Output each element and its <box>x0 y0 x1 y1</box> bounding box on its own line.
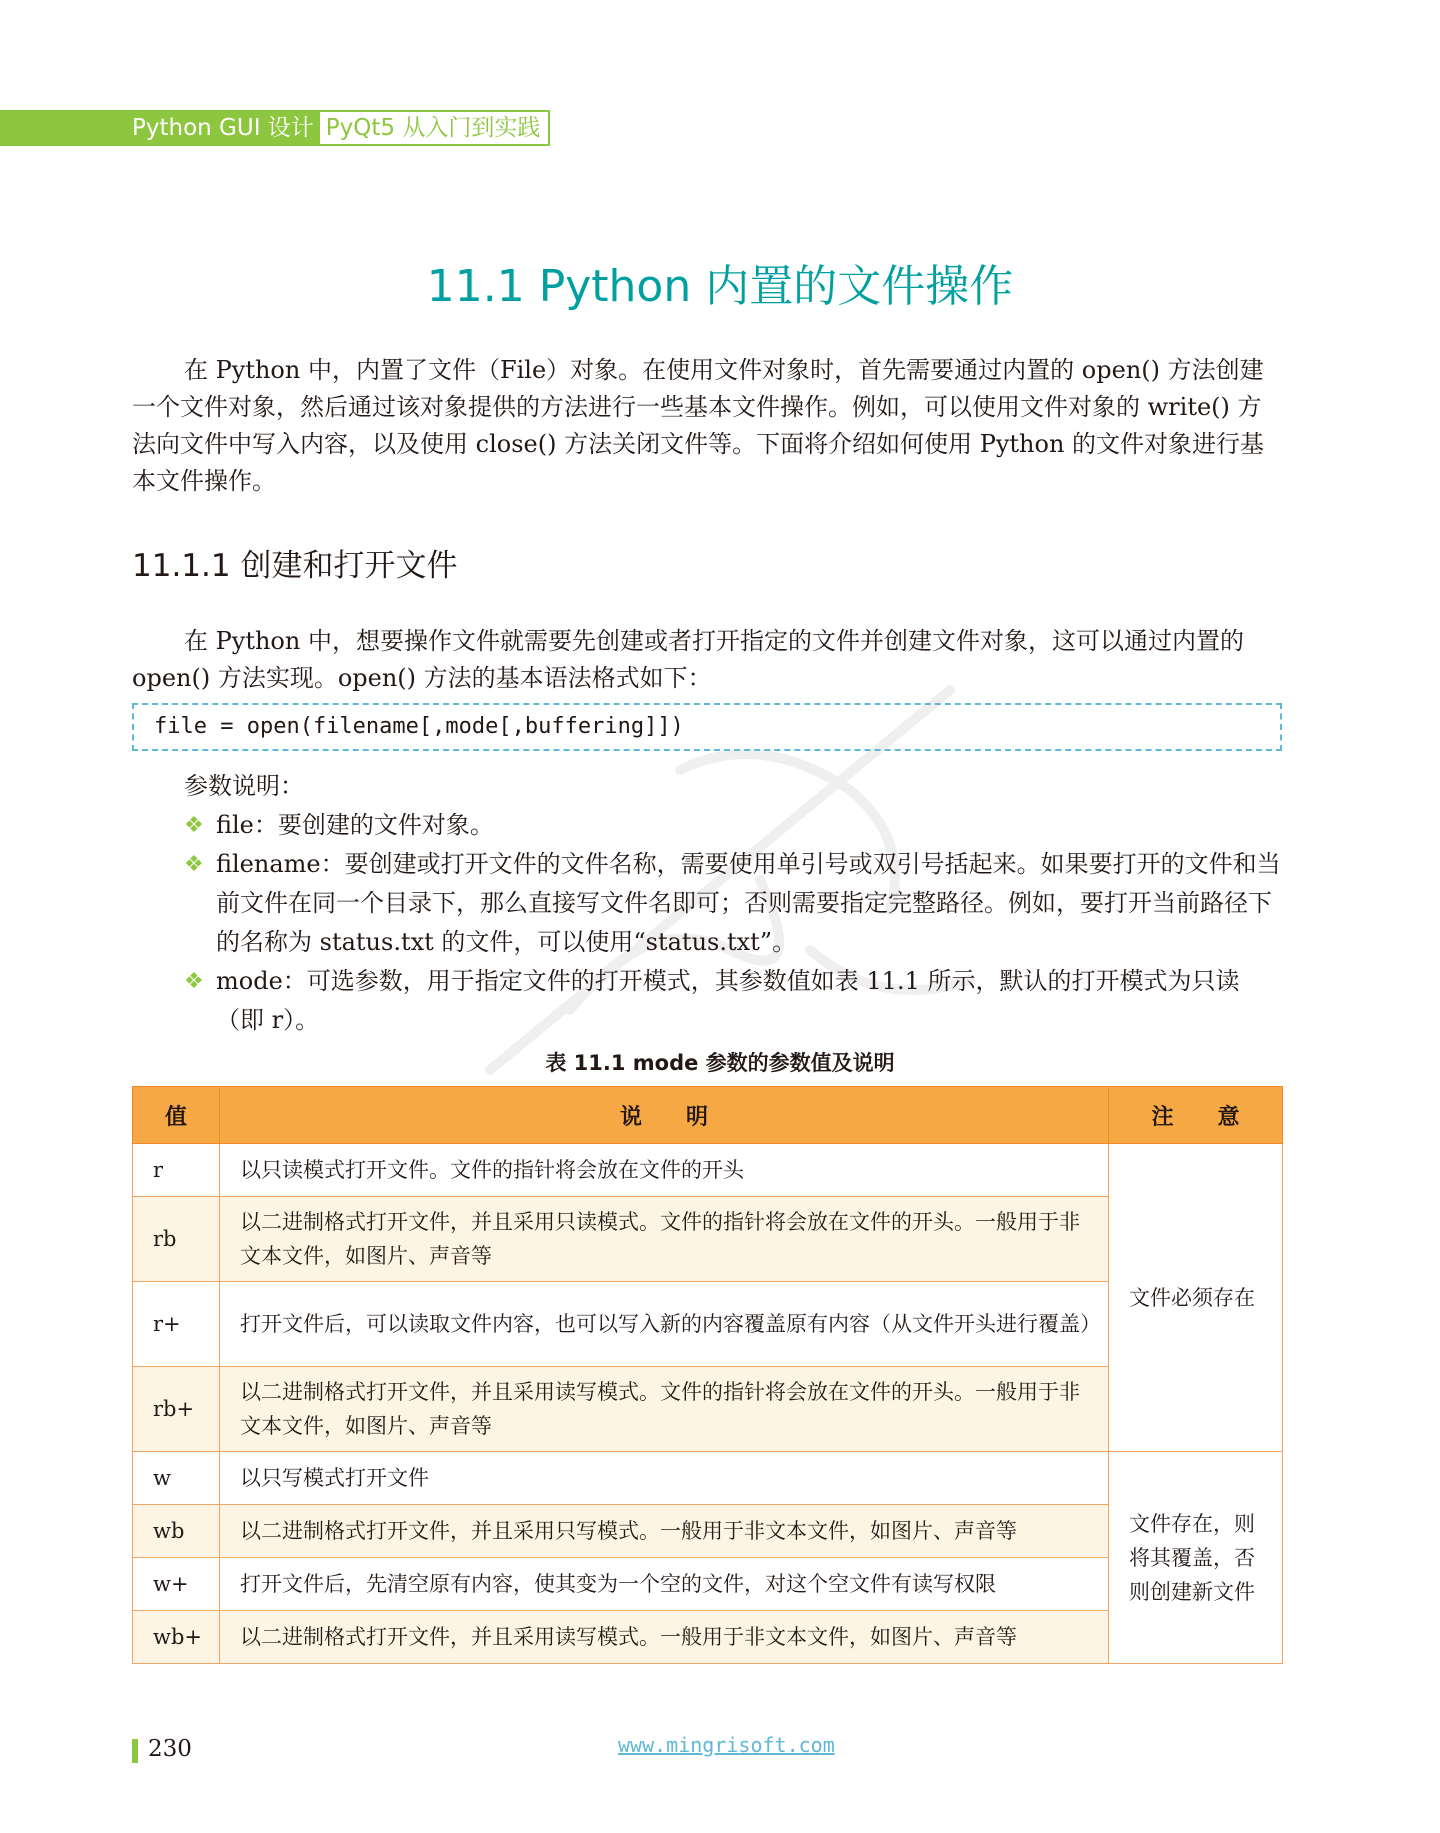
table-row <box>133 1144 1283 1197</box>
mode-description: 打开文件后，可以读取文件内容，也可以写入新的内容覆盖原有内容（从文件开头进行覆盖） <box>220 1282 1109 1367</box>
header-value: 值 <box>133 1087 220 1144</box>
param-text: file：要创建的文件对象。 <box>216 811 494 839</box>
mode-value: rb <box>133 1197 220 1282</box>
diamond-bullet-icon: ❖ <box>184 969 204 994</box>
diamond-bullet-icon: ❖ <box>184 852 204 877</box>
mode-value: wb+ <box>133 1611 220 1664</box>
mode-value: rb+ <box>133 1367 220 1452</box>
mode-value: w <box>133 1452 220 1505</box>
diamond-bullet-icon: ❖ <box>184 813 204 838</box>
footer-marker <box>132 1739 138 1763</box>
section-title: 11.1 Python 内置的文件操作 <box>426 261 1014 312</box>
subsection-title: 11.1.1 创建和打开文件 <box>132 548 458 584</box>
mode-value: r <box>133 1144 220 1197</box>
mode-description: 打开文件后，先清空原有内容，使其变为一个空的文件，对这个空文件有读写权限 <box>220 1558 1109 1611</box>
section-intro: 在 Python 中，内置了文件（File）对象。在使用文件对象时，首先需要通过内置的 open() 方法创建一个文件对象，然后通过该对象提供的方法进行一些基本文件操作。例如，可以使用文件对象的 write() 方法向文件中写入内容，以及使用 close() 方法关闭文件等。下面将介绍如何使用 Python 的文件对象进行基本文件操作。 <box>132 356 1265 495</box>
table-header-row <box>133 1087 1283 1144</box>
book-title: Python GUI 设计 <box>0 110 320 146</box>
subsection-intro: 在 Python 中，想要操作文件就需要先创建或者打开指定的文件并创建文件对象，这可以通过内置的 open() 方法实现。open() 方法的基本语法格式如下： <box>132 627 1244 692</box>
mode-description: 以二进制格式打开文件，并且采用读写模式。文件的指针将会放在文件的开头。一般用于非文本文件，如图片、声音等 <box>220 1367 1109 1452</box>
table-caption: 表 11.1 mode 参数的参数值及说明 <box>545 1051 895 1075</box>
book-header <box>0 110 550 146</box>
param-item-mode <box>184 962 1282 1040</box>
param-item-file <box>184 806 1282 845</box>
mode-description: 以二进制格式打开文件，并且采用只读模式。文件的指针将会放在文件的开头。一般用于非文本文件，如图片、声音等 <box>220 1197 1109 1282</box>
mode-description: 以二进制格式打开文件，并且采用读写模式。一般用于非文本文件，如图片、声音等 <box>220 1611 1109 1664</box>
header-description: 说 明 <box>220 1087 1109 1144</box>
footer-url-link[interactable]: www.mingrisoft.com <box>618 1733 835 1757</box>
param-text: mode：可选参数，用于指定文件的打开模式，其参数值如表 11.1 所示，默认的打开模式为只读（即 r）。 <box>216 967 1240 1034</box>
param-text: filename：要创建或打开文件的文件名称，需要使用单引号或双引号括起来。如果要打开的文件和当前文件在同一个目录下，那么直接写文件名即可；否则需要指定完整路径。例如，要打开当前路径下的名称为 status.txt 的文件，可以使用“status.txt”。 <box>216 850 1281 956</box>
book-subtitle: PyQt5 从入门到实践 <box>320 110 551 146</box>
mode-description: 以只读模式打开文件。文件的指针将会放在文件的开头 <box>220 1144 1109 1197</box>
mode-value: r+ <box>133 1282 220 1367</box>
params-label: 参数说明： <box>184 772 304 800</box>
mode-table <box>132 1086 1283 1664</box>
mode-note: 文件必须存在 <box>1109 1144 1283 1452</box>
mode-value: wb <box>133 1505 220 1558</box>
mode-description: 以只写模式打开文件 <box>220 1452 1109 1505</box>
code-block: file = open(filename[,mode[,buffering]]) <box>132 703 1282 751</box>
header-note: 注 意 <box>1109 1087 1283 1144</box>
mode-note: 文件存在，则将其覆盖，否则创建新文件 <box>1109 1452 1283 1664</box>
mode-description: 以二进制格式打开文件，并且采用只写模式。一般用于非文本文件，如图片、声音等 <box>220 1505 1109 1558</box>
page-number: 230 <box>148 1736 192 1762</box>
param-item-filename <box>184 845 1282 962</box>
mode-value: w+ <box>133 1558 220 1611</box>
table-row <box>133 1452 1283 1505</box>
